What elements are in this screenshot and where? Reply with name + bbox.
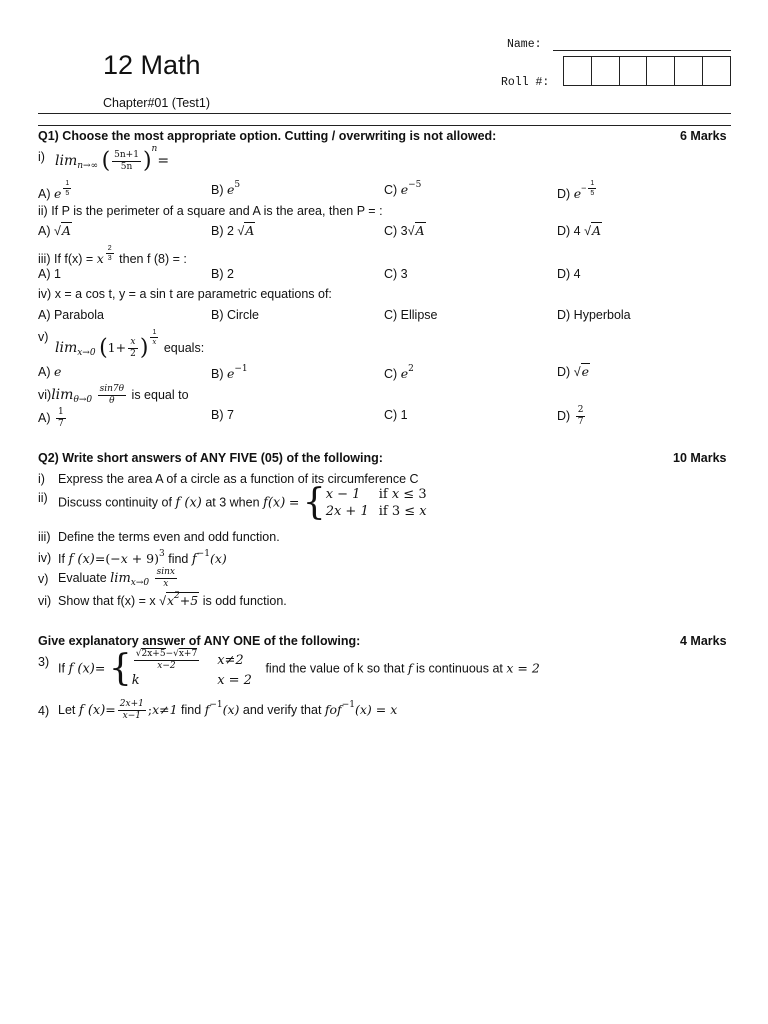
q1-v-number: v) [38,330,49,344]
q2-heading: Q2) Write short answers of ANY FIVE (05) of the following: [38,451,383,465]
q2-ii-text: Discuss continuity of f (x) at 3 when f(x) = { x − 1 if x ≤ 3 2x + 1 if 3 ≤ x [58,482,427,523]
q3-item4-number: 4) [38,704,50,718]
chapter-label: Chapter#01 (Test1) [103,96,211,110]
q2-i-text: Express the area A of a circle as a function of its circumference C [58,472,419,486]
q3-item3-number: 3) [38,655,50,669]
q1-i-option-a: A) e $^{\frac{1}{5}}$ [38,180,70,201]
q1-marks: 6 Marks [680,129,727,143]
q1-iii-option-a: A) 1 [38,267,61,281]
q3-marks: 4 Marks [680,634,727,648]
q1-iv-option-c: C) Ellipse [384,308,438,322]
q1-i-option-b: B) $e^5$ [211,180,241,197]
name-line [553,50,731,51]
q2-ii-number: ii) [38,491,48,505]
q1-vi-option-c: C) 1 [384,408,408,422]
divider-top [38,113,731,114]
q1-i-number: i) [38,150,45,164]
q2-iii-text: Define the terms even and odd function. [58,530,280,544]
q1-iii-text: iii) If f(x) = x $^{\frac{2}{3}}$ then f (8) = : [38,245,187,266]
q1-iv-option-a: A) Parabola [38,308,105,322]
q2-vi-number: vi) [38,594,52,608]
q1-i-expression: $\lim_{n\to\infty}$ ( $\frac{5n+1}{5n}$ )$^n$= [55,144,170,174]
q1-ii-option-d: D) 4 √A [557,223,602,238]
q1-iii-option-d: D) 4 [557,267,581,281]
q1-v-option-d: D) √e [557,364,589,379]
name-label: Name: [507,38,542,51]
q1-vi-option-b: B) 7 [211,408,234,422]
page-title: 12 Math [103,50,201,80]
q1-vi-option-d: D) $\frac{2}{7}$ [557,405,584,427]
q1-ii-option-c: C) 3√A [384,223,425,238]
q1-i-option-c: C) $e^{-5}$ [384,180,422,197]
q3-item3-text: If f (x)= { $\frac{√2x+5-√x+7}{x-2}$ x≠2 k x = 2 find the value of k so that f is continuous at x = 2 [58,648,540,689]
q1-iii-option-c: C) 3 [384,267,408,281]
q1-iv-option-b: B) Circle [211,308,259,322]
q2-v-number: v) [38,572,49,586]
q3-heading: Give explanatory answer of ANY ONE of the following: [38,634,361,648]
roll-label: Roll #: [501,76,550,89]
q2-vi-text: Show that f(x) = x $√x^2+5$ is odd function. [58,591,287,608]
q1-vi-expression: $vi)\lim_{\theta\to 0}$ $\frac{\sin 7\theta}{\theta}$ is equal to [38,384,189,406]
q1-heading: Q1) Choose the most appropriate option. Cutting / overwriting is not allowed: [38,129,497,143]
q2-i-number: i) [38,472,45,486]
q1-iv-option-d: D) Hyperbola [557,308,631,322]
q2-iii-number: iii) [38,530,51,544]
q1-iii-option-b: B) 2 [211,267,234,281]
q1-iv-text: iv) x = a cos t, y = a sin t are parametric equations of: [38,287,332,301]
q1-i-option-d: D) $e^{- \frac{1}{5}}$ [557,180,595,201]
q1-v-option-b: B) $e^{-1}$ [211,364,248,381]
divider-second [38,125,731,126]
q1-v-expression: $\lim_{x\to 0} (1+$ $\frac{x}{2}$ ) $^{\frac{1}{x}}$ equals: [55,329,205,361]
q2-iv-text: If f $(x)=(-x + 9)^3$ find $f^{-1}(x)$ [58,549,227,567]
q1-vi-option-a: A) $\frac{1}{7}$ [38,407,64,429]
q2-marks: 10 Marks [673,451,727,465]
roll-number-boxes [563,56,731,86]
q1-ii-option-a: A) √A [38,223,71,238]
q1-v-option-c: C) $e^2$ [384,364,414,381]
q1-ii-text: ii) If P is the perimeter of a square and A is the area, then P = : [38,204,383,218]
q2-iv-number: iv) [38,551,52,565]
q1-v-option-a: A) e [38,364,62,379]
q3-item4-text: Let f (x)= $\frac{2x+1}{x-1}$ ;x≠1 find $f^{-1}(x)$ and verify that fof$^{-1}$(x) = x [58,699,398,722]
q1-ii-option-b: B) 2 √A [211,223,255,238]
q2-v-text: Evaluate $\lim_{x\to 0}$ $\frac{\sin x}{x}$ [58,567,175,589]
